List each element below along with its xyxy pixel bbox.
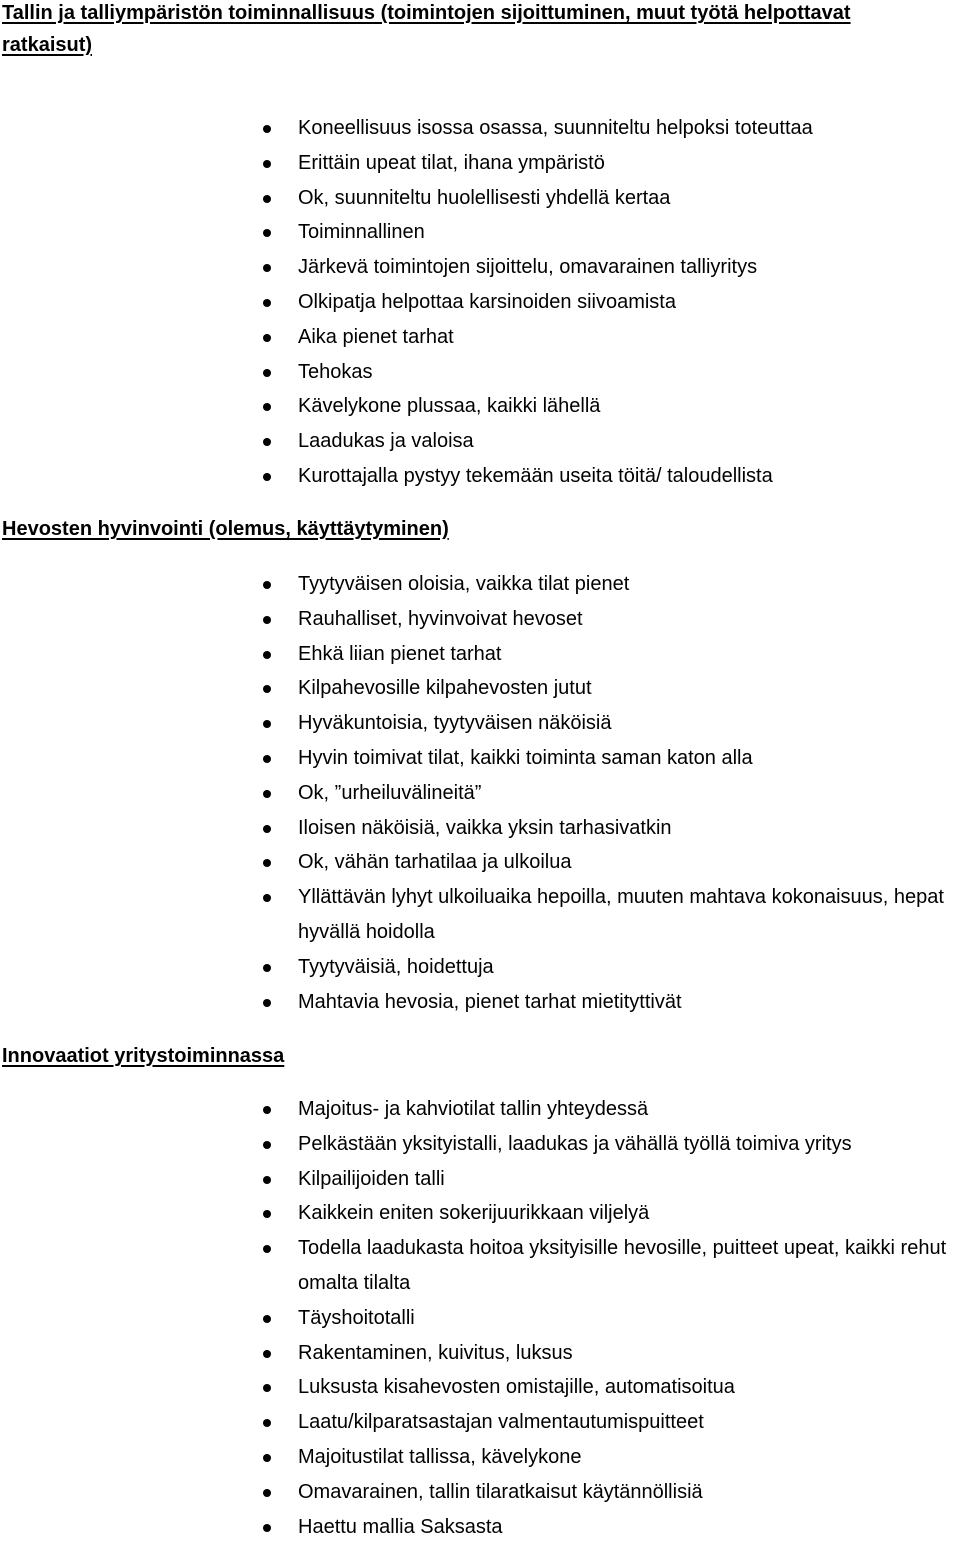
list-item-text: Hyväkuntoisia, tyytyväisen näköisiä <box>298 712 612 735</box>
bullet-icon <box>263 616 271 624</box>
bullet-icon <box>263 1454 271 1462</box>
list-item <box>0 215 960 250</box>
list-item-text: Olkipatja helpottaa karsinoiden siivoamista <box>298 290 676 313</box>
list-item <box>0 1336 960 1371</box>
list-item <box>0 1162 960 1197</box>
list-item <box>0 706 960 741</box>
section-heading-functionality: Tallin ja talliympäristön toiminnallisuus (toimintojen sijoittuminen, muut työtä helpottavat ratkaisut) <box>2 2 851 56</box>
list-item-text: Järkevä toimintojen sijoittelu, omavarainen talliyritys <box>298 256 758 279</box>
bullet-icon <box>263 334 271 342</box>
list-item <box>0 567 960 602</box>
bullet-icon <box>263 999 271 1007</box>
list-item-text: Luksusta kisahevosten omistajille, automatisoitua <box>298 1376 735 1399</box>
list-item <box>0 637 960 672</box>
bullet-icon <box>263 581 271 589</box>
list-item-text: Majoitus- ja kahviotilat tallin yhteydessä <box>298 1098 649 1120</box>
list-item-text: Haettu mallia Saksasta <box>298 1515 503 1538</box>
list-item <box>0 602 960 637</box>
bullet-icon <box>263 894 271 902</box>
bullet-icon <box>263 1489 271 1497</box>
list-item <box>0 1405 960 1440</box>
list-item <box>0 146 960 181</box>
list-item <box>0 1092 960 1127</box>
list-item-text: Omavarainen, tallin tilaratkaisut käytännöllisiä <box>298 1480 703 1503</box>
list-item-text: Aika pienet tarhat <box>298 325 454 348</box>
bullet-icon <box>263 790 271 798</box>
bullet-icon <box>263 1419 271 1427</box>
list-item-text: Koneellisuus isossa osassa, suunniteltu helpoksi toteuttaa <box>298 117 813 139</box>
list-item-text: Kaikkein eniten sokerijuurikkaan viljelyä <box>298 1202 650 1225</box>
bullet-icon <box>263 195 271 203</box>
bullet-icon <box>263 299 271 307</box>
bullet-icon <box>263 685 271 693</box>
list-item <box>0 285 960 320</box>
bullet-icon <box>263 1315 271 1323</box>
list-item-text: Tyytyväisiä, hoidettuja <box>298 955 494 978</box>
list-item-text: Kävelykone plussaa, kaikki lähellä <box>298 395 601 418</box>
horse-wellbeing-list <box>0 567 960 1019</box>
bullet-icon <box>263 651 271 659</box>
bullet-icon <box>263 369 271 377</box>
bullet-icon <box>263 229 271 237</box>
list-item-text: Toiminnallinen <box>298 221 425 244</box>
bullet-icon <box>263 1384 271 1392</box>
bullet-icon <box>263 1106 271 1114</box>
list-item <box>0 950 960 985</box>
list-item-text: Hyvin toimivat tilat, kaikki toiminta saman katon alla <box>298 746 753 769</box>
list-item <box>0 741 960 776</box>
functionality-list <box>0 111 960 494</box>
list-item <box>0 845 960 880</box>
list-item <box>0 250 960 285</box>
list-item-text: Ok, vähän tarhatilaa ja ulkoilua <box>298 851 572 874</box>
list-item-text: Mahtavia hevosia, pienet tarhat mietityttivät <box>298 990 682 1013</box>
innovations-list <box>0 1092 960 1544</box>
bullet-icon <box>263 1141 271 1149</box>
bullet-icon <box>263 125 271 133</box>
bullet-icon <box>263 264 271 272</box>
list-item-text: Todella laadukasta hoitoa yksityisille hevosille, puitteet upeat, kaikki rehut omalta tilalta <box>298 1237 952 1294</box>
list-item-text: Kilpailijoiden talli <box>298 1167 445 1190</box>
bullet-icon <box>263 403 271 411</box>
list-item-text: Pelkästään yksityistalli, laadukas ja vähällä työllä toimiva yritys <box>298 1132 852 1155</box>
bullet-icon <box>263 160 271 168</box>
list-item-text: Rakentaminen, kuivitus, luksus <box>298 1341 573 1364</box>
list-item <box>0 1510 960 1544</box>
list-item <box>0 671 960 706</box>
list-item <box>0 389 960 424</box>
list-item <box>0 181 960 216</box>
bullet-icon <box>263 720 271 728</box>
list-item <box>0 1231 960 1301</box>
list-item-text: Ok, suunniteltu huolellisesti yhdellä kertaa <box>298 186 671 209</box>
list-item <box>0 459 960 494</box>
bullet-icon <box>263 825 271 833</box>
bullet-icon <box>263 1245 271 1253</box>
list-item-text: Tyytyväisen oloisia, vaikka tilat pienet <box>298 573 630 595</box>
list-item <box>0 776 960 811</box>
list-item-text: Ok, ”urheiluvälineitä” <box>298 781 482 804</box>
list-item-text: Laadukas ja valoisa <box>298 430 474 453</box>
list-item <box>0 320 960 355</box>
list-item-text: Erittäin upeat tilat, ihana ympäristö <box>298 151 605 174</box>
list-item <box>0 1370 960 1405</box>
bullet-icon <box>263 859 271 867</box>
list-item <box>0 355 960 390</box>
list-item-text: Kilpahevosille kilpahevosten jutut <box>298 677 592 700</box>
bullet-icon <box>263 1524 271 1532</box>
list-item-text: Yllättävän lyhyt ulkoiluaika hepoilla, muuten mahtava kokonaisuus, hepat hyvällä hoidolla <box>298 886 950 943</box>
list-item <box>0 1301 960 1336</box>
bullet-icon <box>263 1176 271 1184</box>
list-item <box>0 880 960 950</box>
bullet-icon <box>263 755 271 763</box>
list-item-text: Kurottajalla pystyy tekemään useita töitä/ taloudellista <box>298 464 773 487</box>
list-item-text: Iloisen näköisiä, vaikka yksin tarhasivatkin <box>298 816 672 839</box>
list-item <box>0 811 960 846</box>
list-item <box>0 1196 960 1231</box>
list-item-text: Majoitustilat tallissa, kävelykone <box>298 1445 582 1468</box>
bullet-icon <box>263 1350 271 1358</box>
bullet-icon <box>263 964 271 972</box>
list-item-text: Laatu/kilparatsastajan valmentautumispuitteet <box>298 1411 704 1434</box>
list-item <box>0 985 960 1020</box>
section-heading-innovations: Innovaatiot yritystoiminnassa <box>2 1045 285 1067</box>
list-item <box>0 1475 960 1510</box>
bullet-icon <box>263 473 271 481</box>
bullet-icon <box>263 438 271 446</box>
list-item-text: Ehkä liian pienet tarhat <box>298 642 502 665</box>
list-item <box>0 111 960 146</box>
list-item <box>0 1440 960 1475</box>
bullet-icon <box>263 1210 271 1218</box>
list-item <box>0 424 960 459</box>
list-item-text: Täyshoitotalli <box>298 1306 415 1329</box>
section-heading-horse-wellbeing: Hevosten hyvinvointi (olemus, käyttäytyminen) <box>2 518 449 540</box>
list-item-text: Tehokas <box>298 360 373 383</box>
list-item <box>0 1127 960 1162</box>
list-item-text: Rauhalliset, hyvinvoivat hevoset <box>298 607 583 630</box>
